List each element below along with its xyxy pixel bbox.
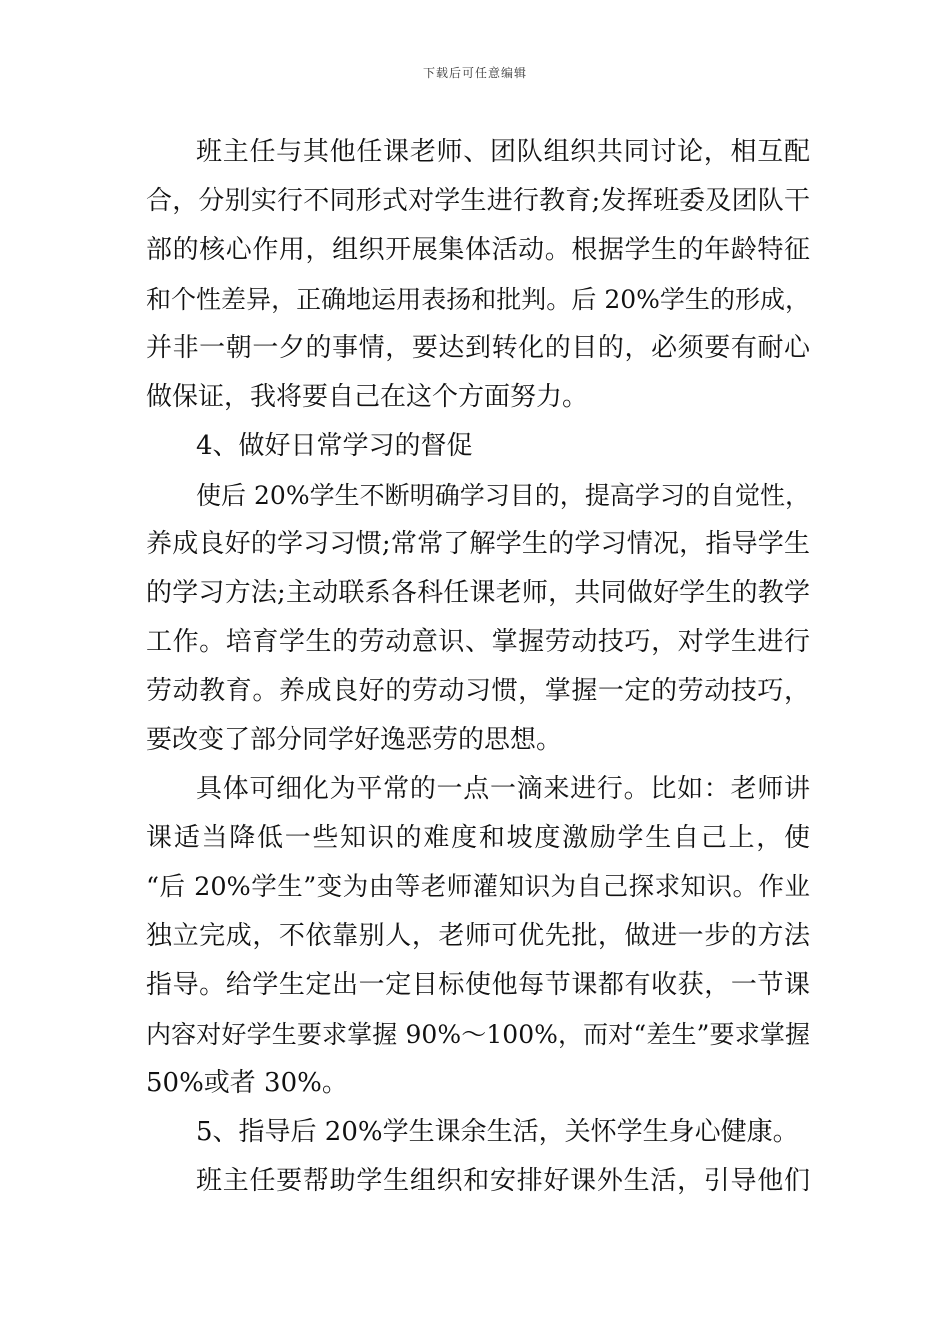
text-line: 指导。给学生定出一定目标使他每节课都有收获，一节课 (146, 970, 810, 1000)
text-line: 部的核心作用，组织开展集体活动。根据学生的年龄特征 (146, 235, 810, 265)
text-line: 做保证，我将要自己在这个方面努力。 (146, 382, 589, 412)
text-line: 并非一朝一夕的事情，要达到转化的目的，必须要有耐心 (146, 333, 810, 363)
text-line: 和个性差异，正确地运用表扬和批判。后 20%学生的形成， (146, 285, 810, 314)
text-line: 使后 20%学生不断明确学习目的，提高学习的自觉性， (196, 481, 810, 510)
text-line: 班主任与其他任课老师、团队组织共同讨论，相互配 (196, 137, 810, 167)
text-line: “后 20%学生”变为由等老师灌知识为自己探求知识。作业 (146, 872, 810, 902)
text-line: 工作。培育学生的劳动意识、掌握劳动技巧，对学生进行 (146, 627, 810, 657)
text-line: 具体可细化为平常的一点一滴来进行。比如：老师讲 (196, 774, 810, 804)
text-line: 合，分别实行不同形式对学生进行教育;发挥班委及团队干 (146, 186, 810, 216)
text-line: 内容对好学生要求掌握 90%～100%，而对“差生”要求掌握 (146, 1020, 810, 1049)
text-line: 50%或者 30%。 (146, 1068, 348, 1098)
text-line: 劳动教育。养成良好的劳动习惯，掌握一定的劳动技巧， (146, 676, 810, 706)
text-line: 养成良好的学习习惯;常常了解学生的学习情况，指导学生 (146, 529, 810, 559)
section-heading: 5、指导后 20%学生课余生活，关怀学生身心健康。 (196, 1117, 799, 1147)
text-line: 班主任要帮助学生组织和安排好课外生活，引导他们 (196, 1166, 810, 1196)
document-body (146, 128, 810, 1206)
text-line: 的学习方法;主动联系各科任课老师，共同做好学生的教学 (146, 578, 810, 608)
text-line: 要改变了部分同学好逸恶劳的思想。 (146, 725, 563, 755)
section-heading: 4、做好日常学习的督促 (196, 431, 473, 461)
text-line: 独立完成，不依靠别人，老师可优先批，做进一步的方法 (146, 921, 810, 951)
page-header: 下载后可任意编辑 (422, 66, 527, 80)
text-line: 课适当降低一些知识的难度和坡度激励学生自己上，使 (146, 823, 810, 853)
